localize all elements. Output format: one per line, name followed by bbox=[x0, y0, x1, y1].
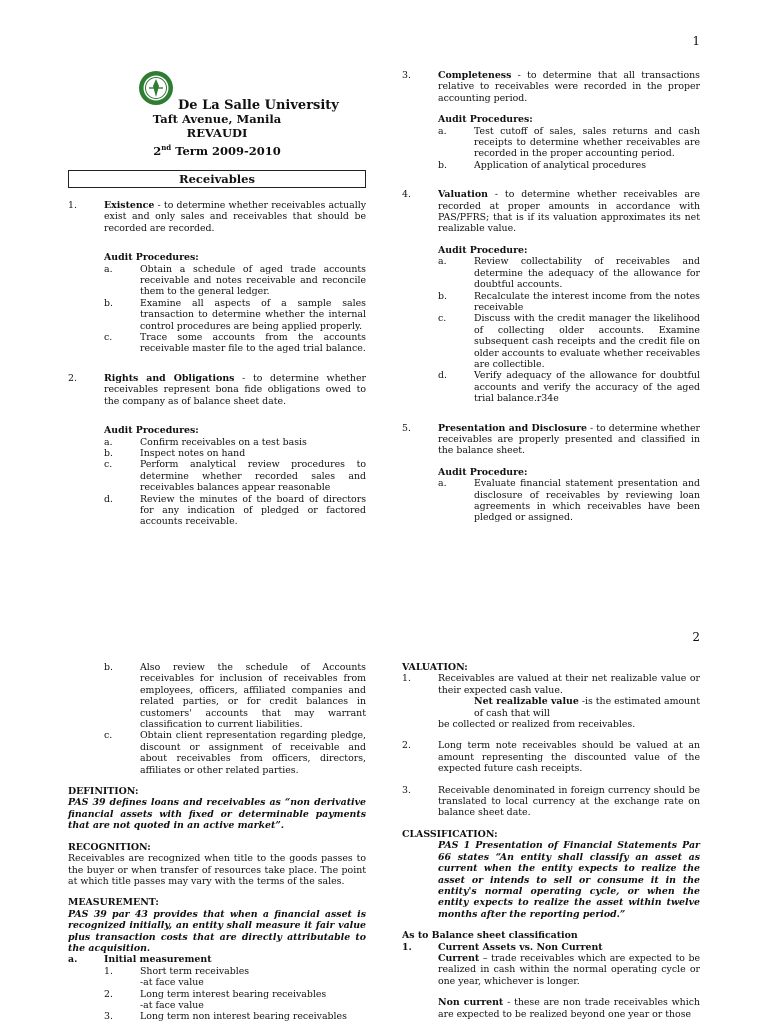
page-number: 1 bbox=[692, 34, 700, 48]
procedure-item: c. Trace some accounts from the accounts receivable master file to the aged trial balance. bbox=[104, 332, 366, 355]
procedure-item: b. Application of analytical procedures bbox=[438, 159, 647, 171]
page-number: 2 bbox=[692, 630, 700, 644]
measurement-item: 1. Short term receivables bbox=[104, 965, 250, 977]
current-definition: Current – trade receivables which are expected to be realized in cash within the normal operating cycle or one year, whichever is longer. bbox=[438, 952, 700, 987]
university-address: Taft Avenue, Manila bbox=[152, 112, 282, 126]
audit-procedures-label: Audit Procedures: bbox=[104, 252, 199, 264]
procedure-item: c. Obtain client representation regarding pledge, discount or assignment of receivable and about receivables from officers, directors, affiliates or other related parties. bbox=[104, 730, 366, 776]
procedure-item: a. Evaluate financial statement presentation and disclosure of receivables by reviewing loan agreements in which receivables have been pledged or assigned. bbox=[438, 478, 700, 524]
procedure-item: d. Review the minutes of the board of directors for any indication of pledged or factored accounts receivable. bbox=[104, 493, 366, 528]
audit-procedures-label: Audit Procedure: bbox=[438, 466, 528, 478]
net-realizable-value: Net realizable value -is the estimated amount of cash that will be collected or realized from receivables. bbox=[438, 696, 700, 731]
valuation-item: 2. Long term note receivables should be valued at an amount representing the discounted value of the expected future cash receipts. bbox=[402, 740, 700, 775]
recognition-heading: RECOGNITION: bbox=[68, 841, 151, 853]
definition-text: PAS 39 defines loans and receivables as “non derivative financial assets with fixed or determinable payments that are not quoted in an active market”. bbox=[68, 797, 366, 832]
procedure-item: b. Also review the schedule of Accounts receivables for inclusion of receivables from employees, officers, affiliated companies and related parties, or for credit balances in customers' accounts that may warrant classification to current liabilities. bbox=[104, 662, 366, 731]
procedure-item: a. Review collectability of receivables and determine the adequacy of the allowance for doubtful accounts. bbox=[438, 256, 700, 291]
procedure-item: a. Confirm receivables on a test basis bbox=[104, 436, 307, 448]
procedure-item: b. Inspect notes on hand bbox=[104, 447, 246, 459]
measurement-text: PAS 39 par 43 provides that when a financial asset is recognized initially, an entity shall measure it fair value plus transaction costs that are directly attributable to the acquisition. bbox=[68, 908, 366, 954]
university-seal-icon bbox=[138, 70, 174, 106]
assertion-existence: 1. Existence - to determine whether receivables actually exist and only sales and receivables that should be recorded are recorded. Audit Procedures: a. Obtain a schedule of aged trade accounts receivable and notes receivable and reconcile them to the general ledger. b. Examine all aspects of a sample sales transaction to determine whether the internal control procedures are being applied properly. c. Trace some accounts from the accounts receivable master file to the aged trial balance. bbox=[68, 200, 366, 355]
procedure-item: c. Discuss with the credit manager the likelihood of collecting older accounts. Examine subsequent cash receipts and the credit file on older accounts to evaluate whether receivables are collectible. bbox=[438, 313, 700, 370]
course-code: REVAUDI bbox=[186, 126, 248, 140]
noncurrent-definition: Non current - these are non trade receivables which are expected to be realized beyond one year or those bbox=[438, 997, 701, 1020]
procedure-item: a. Test cutoff of sales, sales returns and cash receipts to determine whether receivables are recorded in the proper accounting period. bbox=[438, 125, 700, 160]
university-name: De La Salle University bbox=[178, 98, 339, 113]
assertion-rights-obligations: 2. Rights and Obligations - to determine whether receivables represent bona fide obligations owed to the company as of balance sheet date. Audit Procedures: a. Confirm receivables on a test basis b. Inspect notes on hand c. Perform analytical review procedures to determine whether recorded sales and receivables balances appear reasonable d. Review the minutes of the board of directors for any indication of pledged or factored accounts receivable. bbox=[68, 372, 366, 528]
audit-procedures-label: Audit Procedures: bbox=[438, 114, 533, 126]
document-header bbox=[68, 66, 366, 170]
assertion-completeness: 3. Completeness - to determine that all transactions relative to receivables were recorded in the proper accounting period. Audit Procedures: a. Test cutoff of sales, sales returns and cash receipts to determine whether receivables are recorded in the proper accounting period. b. Application of analytical procedures bbox=[402, 70, 700, 171]
measurement-item: 2. Long term interest bearing receivables bbox=[104, 988, 327, 1000]
recognition-text: Receivables are recognized when title to the goods passes to the buyer or when transfer of resources take place. The point at which title passes may vary with the terms of the sales. bbox=[68, 853, 366, 887]
page-2 bbox=[0, 620, 768, 1024]
section-title: Receivables bbox=[68, 170, 366, 188]
assertion-presentation-disclosure: 5. Presentation and Disclosure - to determine whether receivables are properly presented and classified in the balance sheet. Audit Procedure: a. Evaluate financial statement presentation and disclosure of receivables by reviewing loan agreements in which receivables have been pledged or assigned. bbox=[402, 422, 701, 524]
page-2-left-column bbox=[68, 662, 366, 1023]
valuation-heading: VALUATION: bbox=[402, 662, 468, 673]
continued-procedures bbox=[68, 662, 366, 776]
balance-sheet-item: 1. Current Assets vs. Non Current bbox=[402, 941, 603, 953]
page-1-right-column bbox=[402, 70, 700, 524]
page-2-right-column bbox=[402, 662, 700, 1020]
measurement-subitem: -at face value bbox=[140, 977, 204, 989]
measurement-item: 3. Long term non interest bearing receivables bbox=[104, 1011, 347, 1023]
procedure-item: b. Examine all aspects of a sample sales transaction to determine whether the internal control procedures are being applied properly. bbox=[104, 297, 366, 332]
measurement-subitem: -at face value bbox=[140, 999, 204, 1011]
valuation-item: 1. Receivables are valued at their net realizable value or their expected cash value. bbox=[402, 673, 700, 696]
initial-measurement: a. Initial measurement bbox=[68, 954, 212, 966]
term-line: 2nd Term 2009-2010 bbox=[153, 143, 281, 158]
assertion-valuation: 4. Valuation - to determine whether receivables are recorded at proper amounts in accordance with PAS/PFRS; that is if its valuation approximates its net realizable value. Audit Procedure: a. Review collectability of receivables and determine the adequacy of the allowance for doubtful accounts. b. Recalculate the interest income from the notes receivable c. Discuss with the credit manager the likelihood of collecting older accounts. Examine subsequent cash receipts and the credit file on older accounts to evaluate whether receivables are collectible. d. Verify adequacy of the allowance for doubtful accounts and verify the accuracy of the aged trial balance.r34e bbox=[402, 189, 700, 405]
classification-heading: CLASSIFICATION: bbox=[402, 828, 498, 840]
valuation-item: 3. Receivable denominated in foreign currency should be translated to local currency at the exchange rate on balance sheet date. bbox=[402, 784, 700, 819]
audit-procedures-label: Audit Procedures: bbox=[104, 425, 199, 437]
procedure-item: d. Verify adequacy of the allowance for doubtful accounts and verify the accuracy of the aged trial balance.r34e bbox=[438, 370, 700, 405]
definition-heading: DEFINITION: bbox=[68, 786, 139, 798]
audit-procedures-label: Audit Procedure: bbox=[438, 244, 528, 256]
procedure-item: c. Perform analytical review procedures to determine whether recorded sales and receivables balances appear reasonable bbox=[104, 459, 366, 494]
classification-text: PAS 1 Presentation of Financial Statements Par 66 states “An entity shall classify an asset as current when the entity expects to realize the asset or intends to sell or consume it in the entity's normal operating cycle, or when the entity expects to realize the asset within twelve months after the reporting period.” bbox=[438, 840, 700, 920]
procedure-item: b. Recalculate the interest income from the notes receivable bbox=[438, 290, 700, 313]
measurement-heading: MEASUREMENT: bbox=[68, 897, 159, 909]
balance-sheet-heading: As to Balance sheet classification bbox=[402, 930, 578, 942]
procedure-item: a. Obtain a schedule of aged trade accounts receivable and notes receivable and reconcile them to the general ledger. bbox=[104, 263, 366, 298]
page-1-left-column bbox=[68, 66, 366, 528]
